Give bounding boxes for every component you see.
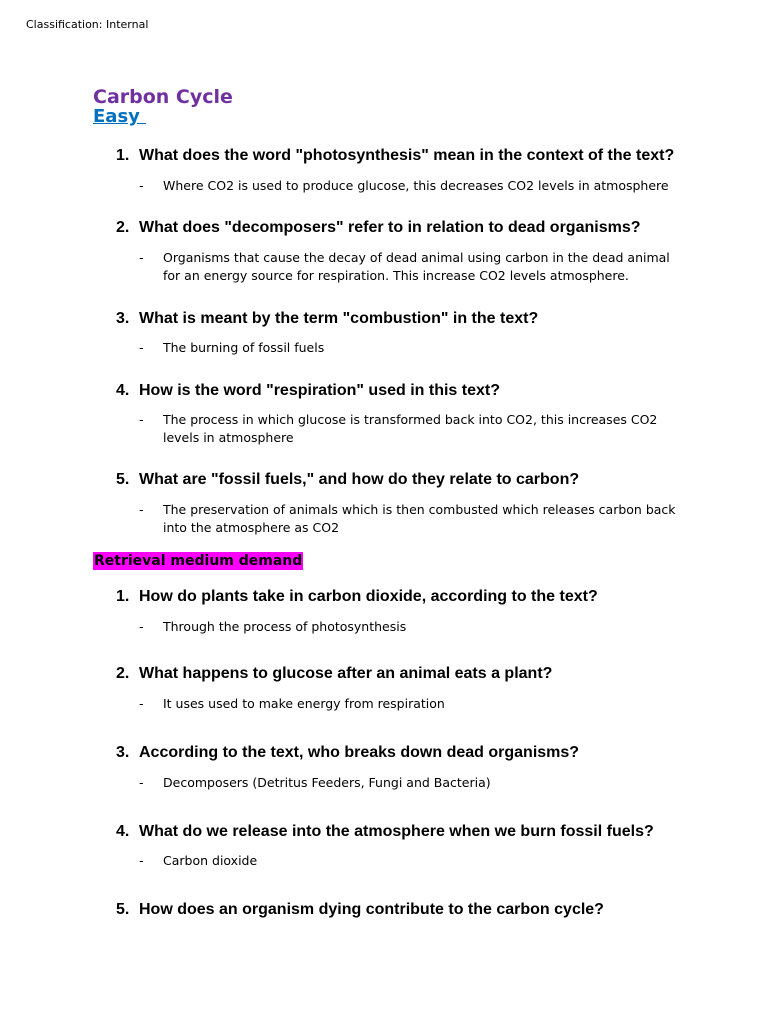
answer-text: Carbon dioxide (163, 853, 258, 868)
retrieval-question-4 (116, 823, 654, 841)
easy-question-1 (116, 147, 674, 165)
retrieval-answer-1 (139, 618, 679, 636)
easy-question-2 (116, 219, 640, 237)
answer-text: Organisms that cause the decay of dead animal using carbon in the dead animal for an energy source for respiration. This increase CO2 levels atmosphere. (163, 250, 670, 283)
question-text: What does the word "photosynthesis" mean in the context of the text? (139, 147, 675, 164)
answer-text: The burning of fossil fuels (163, 340, 325, 355)
answer-text: The preservation of animals which is then combusted which releases carbon back into the atmosphere as CO2 (163, 502, 676, 535)
question-number: 2. (116, 665, 130, 682)
dash-bullet: - (139, 412, 144, 427)
easy-answer-3 (139, 339, 679, 357)
question-number: 3. (116, 310, 130, 327)
classification-label: Classification: Internal (26, 18, 149, 31)
question-text: What is meant by the term "combustion" in the text? (139, 310, 539, 327)
question-number: 5. (116, 901, 130, 918)
retrieval-answer-4 (139, 852, 679, 870)
easy-question-3 (116, 310, 538, 328)
question-number: 1. (116, 588, 130, 605)
answer-text: Through the process of photosynthesis (163, 619, 407, 634)
dash-bullet: - (139, 340, 144, 355)
answer-text: Decomposers (Detritus Feeders, Fungi and Bacteria) (163, 775, 491, 790)
dash-bullet: - (139, 696, 144, 711)
answer-text: The process in which glucose is transformed back into CO2, this increases CO2 levels in atmosphere (163, 412, 658, 445)
retrieval-answer-2 (139, 695, 679, 713)
dash-bullet: - (139, 178, 144, 193)
easy-answer-5 (139, 501, 679, 536)
question-number: 2. (116, 219, 130, 236)
question-number: 1. (116, 147, 130, 164)
easy-answer-4 (139, 411, 679, 446)
page-title: Carbon Cycle (93, 86, 233, 108)
dash-bullet: - (139, 619, 144, 634)
question-number: 5. (116, 471, 130, 488)
question-text: According to the text, who breaks down dead organisms? (139, 744, 580, 761)
answer-text: Where CO2 is used to produce glucose, this decreases CO2 levels in atmosphere (163, 178, 669, 193)
dash-bullet: - (139, 775, 144, 790)
easy-question-4 (116, 382, 500, 400)
answer-text: It uses used to make energy from respiration (163, 696, 445, 711)
dash-bullet: - (139, 502, 144, 517)
question-text: How do plants take in carbon dioxide, according to the text? (139, 588, 598, 605)
retrieval-section-heading: Retrieval medium demand (94, 553, 303, 569)
question-number: 3. (116, 744, 130, 761)
retrieval-question-1 (116, 588, 598, 606)
question-text: What does "decomposers" refer to in relation to dead organisms? (139, 219, 641, 236)
retrieval-answer-3 (139, 774, 679, 792)
easy-question-5 (116, 471, 579, 489)
retrieval-question-2 (116, 665, 552, 683)
dash-bullet: - (139, 853, 144, 868)
retrieval-question-5 (116, 901, 604, 919)
question-text: What are "fossil fuels," and how do they relate to carbon? (139, 471, 580, 488)
question-text: How is the word "respiration" used in this text? (139, 382, 500, 399)
question-text: What happens to glucose after an animal eats a plant? (139, 665, 553, 682)
question-text: How does an organism dying contribute to the carbon cycle? (139, 901, 604, 918)
question-text: What do we release into the atmosphere when we burn fossil fuels? (139, 823, 654, 840)
dash-bullet: - (139, 250, 144, 265)
easy-answer-2 (139, 249, 679, 284)
easy-answer-1 (139, 177, 679, 195)
question-number: 4. (116, 823, 130, 840)
question-number: 4. (116, 382, 130, 399)
easy-section-link[interactable]: Easy (93, 106, 147, 127)
retrieval-question-3 (116, 744, 579, 762)
